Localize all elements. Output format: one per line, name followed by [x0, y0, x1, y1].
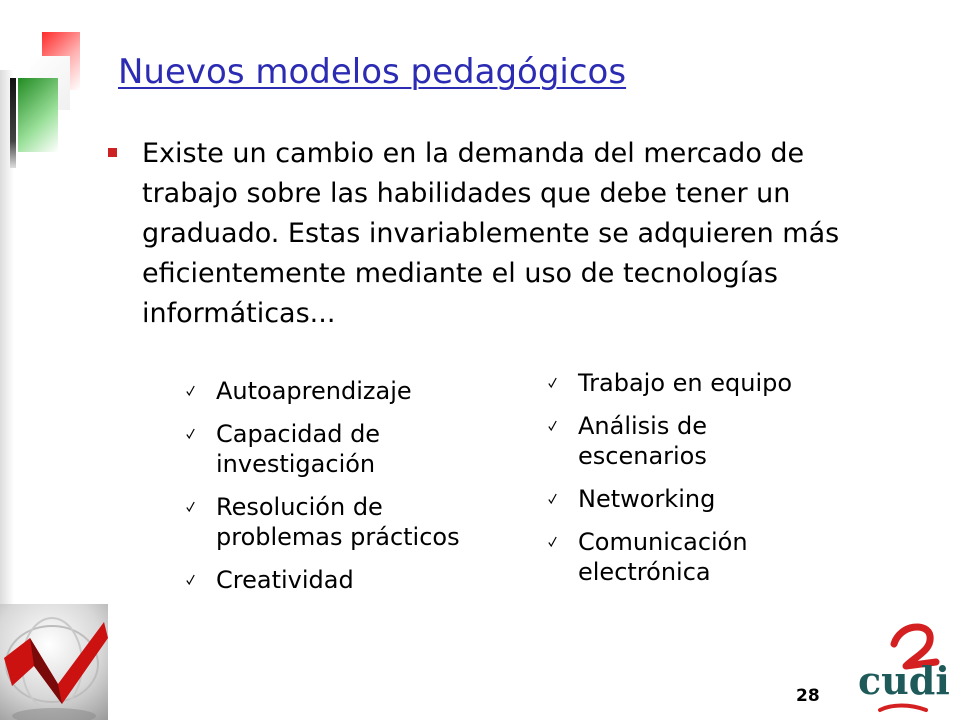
list-item-text: Comunicación electrónica [578, 528, 748, 586]
list-item-text: Autoaprendizaje [216, 377, 412, 405]
list-item-text: Análisis de escenarios [578, 412, 707, 470]
list-item [180, 565, 470, 595]
list-item [542, 368, 812, 398]
decorative-ribbon-image [0, 604, 108, 720]
list-item-text: Resolución de problemas prácticos [216, 493, 460, 551]
square-bullet-icon [108, 148, 117, 157]
list-item [180, 376, 470, 406]
slide-title: Nuevos modelos pedagógicos [118, 52, 627, 92]
list-item [542, 411, 812, 471]
list-item-text: Creatividad [216, 566, 354, 594]
decor-black-bar [10, 78, 16, 168]
skills-list-left [180, 376, 470, 608]
checkmark-icon [548, 493, 557, 505]
list-item-text: Trabajo en equipo [578, 369, 793, 397]
skills-list-right [542, 368, 812, 600]
list-item [180, 419, 470, 479]
cudi-logo [856, 622, 956, 718]
page-number: 28 [796, 686, 820, 706]
list-item [542, 484, 812, 514]
checkmark-icon [186, 385, 195, 397]
checkmark-icon [186, 501, 195, 513]
checkmark-icon [548, 377, 557, 389]
checkmark-icon [548, 536, 557, 548]
list-item [542, 527, 812, 587]
main-bullet [108, 134, 898, 334]
list-item-text: Networking [578, 485, 716, 513]
checkmark-icon [548, 420, 557, 432]
logo-wordmark: cudi [858, 658, 950, 703]
decor-green-square [18, 78, 58, 152]
list-item-text: Capacidad de investigación [216, 420, 381, 478]
checkmark-icon [186, 574, 195, 586]
list-item [180, 492, 470, 552]
main-bullet-text: Existe un cambio en la demanda del mercado de trabajo sobre las habilidades que debe tener un graduado. Estas invariablemente se adquieren más eficientemente mediante el uso de tecnologías informáticas... [142, 138, 840, 329]
checkmark-icon [186, 428, 195, 440]
